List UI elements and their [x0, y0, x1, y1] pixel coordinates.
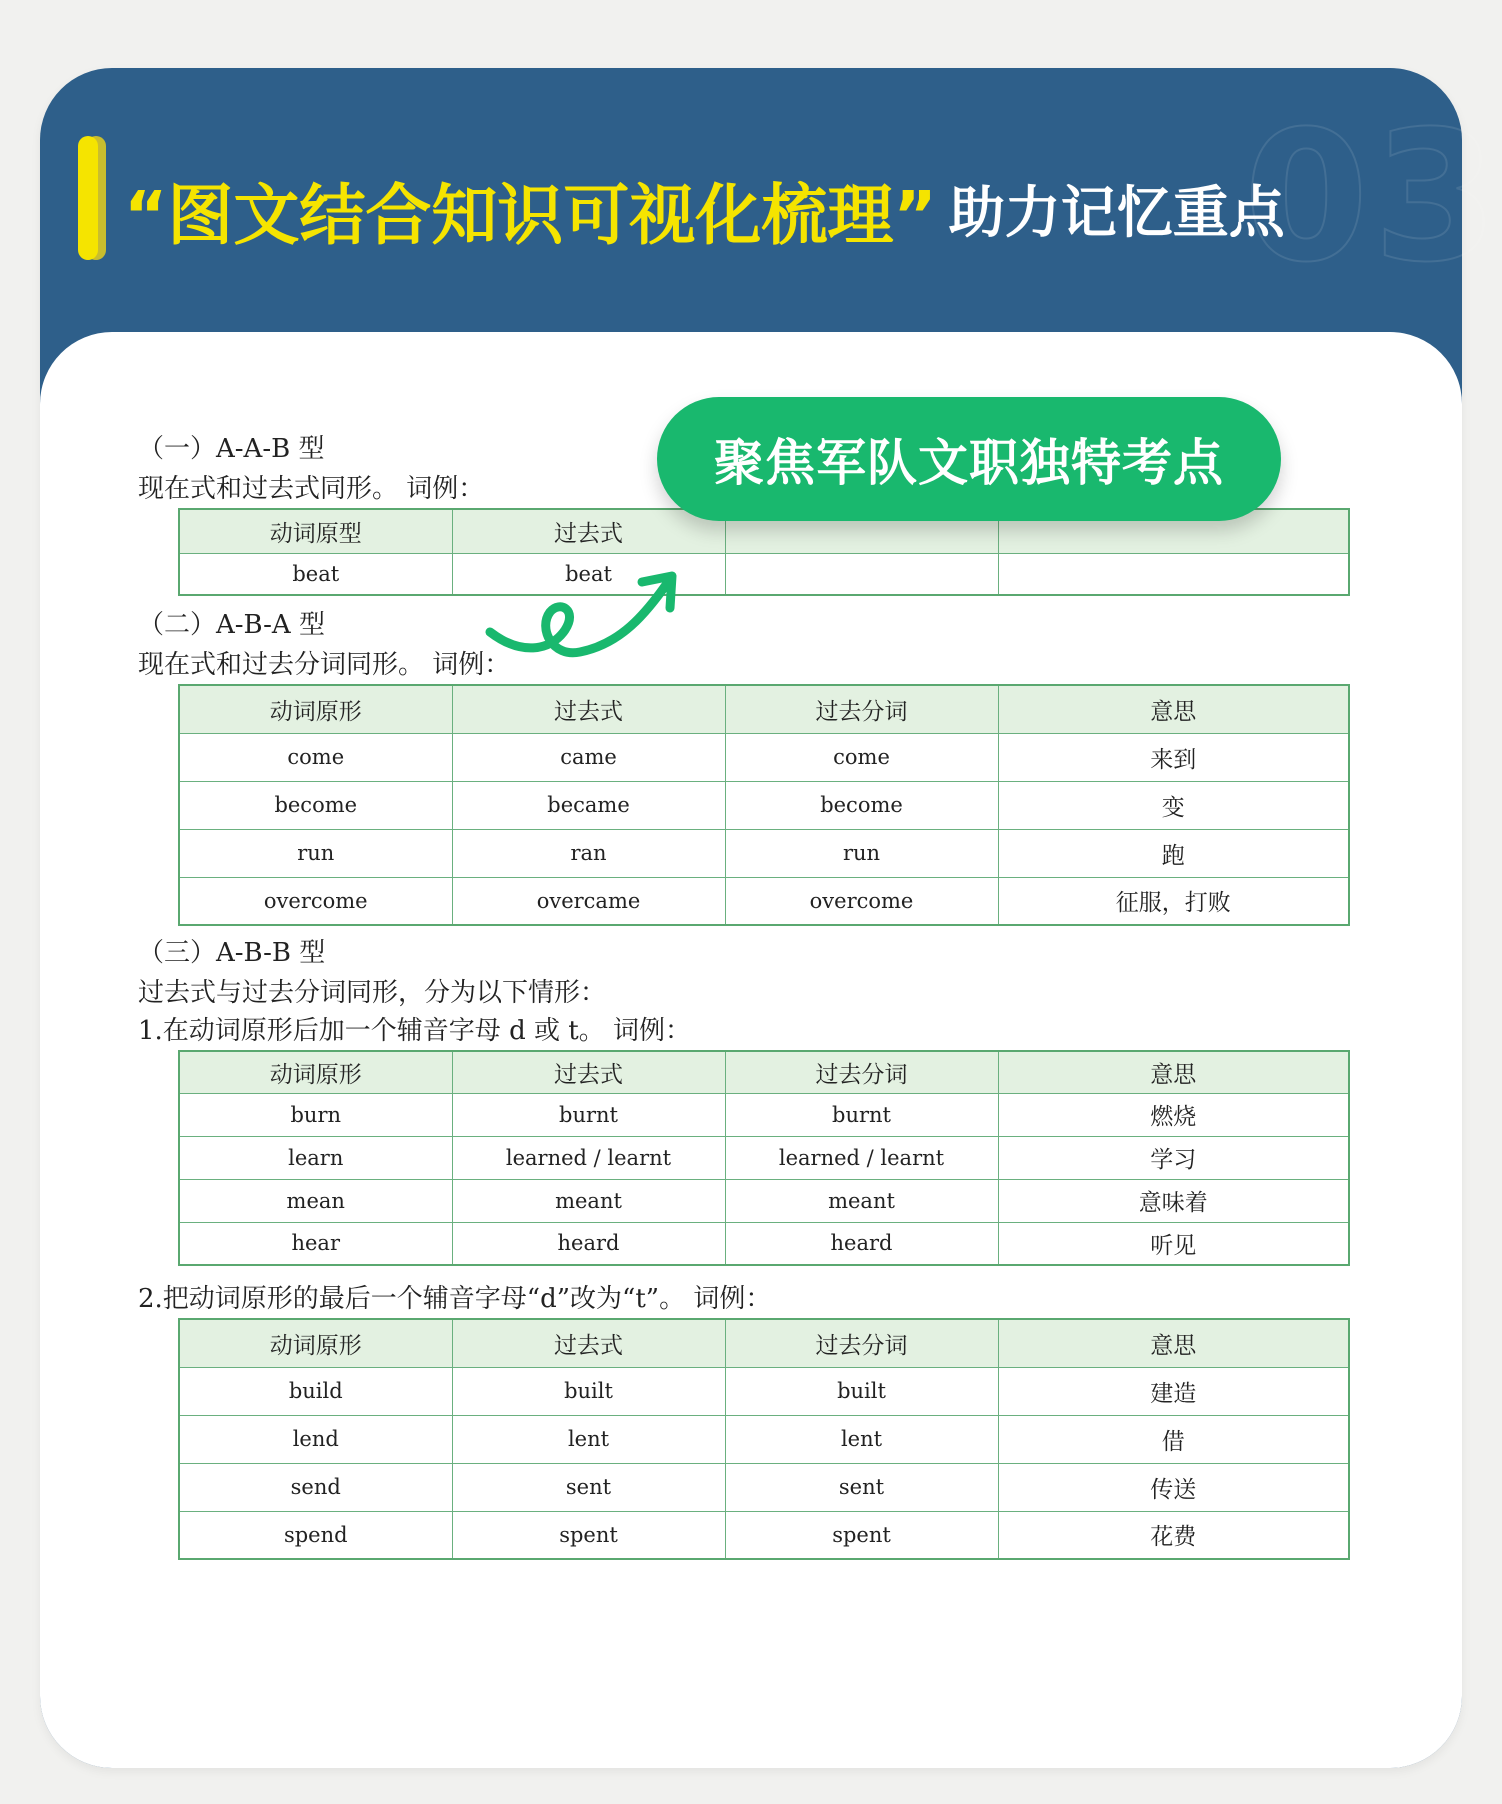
cell: meant	[452, 1179, 725, 1222]
table-row	[179, 877, 1349, 925]
cell: hear	[179, 1222, 452, 1265]
col-header: 过去式	[452, 1051, 725, 1093]
cell: mean	[179, 1179, 452, 1222]
col-header: 动词原形	[179, 1319, 452, 1367]
cell: overcome	[179, 877, 452, 925]
cell: 燃烧	[998, 1093, 1349, 1136]
col-header: 过去分词	[725, 685, 998, 733]
header-card	[40, 68, 1502, 1768]
section-1-heading: （一）A-A-B 型	[138, 434, 325, 464]
col-header: 过去分词	[725, 1051, 998, 1093]
cell: built	[725, 1367, 998, 1415]
cell: 学习	[998, 1136, 1349, 1179]
cell: 借	[998, 1415, 1349, 1463]
cell: heard	[725, 1222, 998, 1265]
section-3-heading: （三）A-B-B 型	[138, 938, 326, 968]
cell: learned / learnt	[725, 1136, 998, 1179]
col-header: 意思	[998, 1051, 1349, 1093]
cell: lent	[725, 1415, 998, 1463]
cell: burnt	[725, 1093, 998, 1136]
table-row	[179, 1511, 1349, 1559]
cell: build	[179, 1367, 452, 1415]
cell: sent	[452, 1463, 725, 1511]
cell: 意味着	[998, 1179, 1349, 1222]
col-header: 过去式	[452, 1319, 725, 1367]
cell: ran	[452, 829, 725, 877]
table-row	[179, 733, 1349, 781]
table-header-row	[179, 1051, 1349, 1093]
cell: 征服，打败	[998, 877, 1349, 925]
cell: 听见	[998, 1222, 1349, 1265]
cell: send	[179, 1463, 452, 1511]
cell: 花费	[998, 1511, 1349, 1559]
table-row	[179, 1367, 1349, 1415]
cell: run	[179, 829, 452, 877]
col-header: 过去式	[452, 509, 725, 553]
table-row	[179, 1222, 1349, 1265]
cell: meant	[725, 1179, 998, 1222]
cell: became	[452, 781, 725, 829]
cell: 跑	[998, 829, 1349, 877]
col-header: 过去分词	[725, 1319, 998, 1367]
section-3-sub-1: 1.在动词原形后加一个辅音字母 d 或 t。 词例：	[138, 1016, 691, 1046]
cell: come	[725, 733, 998, 781]
table-row	[179, 1093, 1349, 1136]
callout-pill: 聚焦军队文职独特考点	[657, 397, 1281, 521]
table-row	[179, 1179, 1349, 1222]
cell: 变	[998, 781, 1349, 829]
cell: heard	[452, 1222, 725, 1265]
cell: 传送	[998, 1463, 1349, 1511]
cell: become	[179, 781, 452, 829]
table-abb-2	[178, 1318, 1350, 1560]
cell: lent	[452, 1415, 725, 1463]
cell: lend	[179, 1415, 452, 1463]
cell: come	[179, 733, 452, 781]
content-panel	[40, 332, 1462, 1768]
title-highlight: “图文结合知识可视化梳理”	[124, 176, 937, 254]
cell: beat	[452, 553, 725, 595]
cell: learn	[179, 1136, 452, 1179]
table-row	[179, 1415, 1349, 1463]
table-header-row	[179, 1319, 1349, 1367]
title-rest: 助力记忆重点	[948, 181, 1285, 246]
section-3-desc: 过去式与过去分词同形，分为以下情形：	[138, 978, 607, 1008]
cell: overcame	[452, 877, 725, 925]
col-header: 意思	[998, 1319, 1349, 1367]
col-header: 动词原形	[179, 685, 452, 733]
cell: spend	[179, 1511, 452, 1559]
cell: 来到	[998, 733, 1349, 781]
cell: spent	[452, 1511, 725, 1559]
cell: burn	[179, 1093, 452, 1136]
cell: came	[452, 733, 725, 781]
table-row	[179, 553, 1349, 595]
cell: built	[452, 1367, 725, 1415]
cell: burnt	[452, 1093, 725, 1136]
table-abb-1	[178, 1050, 1350, 1266]
table-row	[179, 1136, 1349, 1179]
section-1-desc: 现在式和过去式同形。 词例：	[138, 474, 485, 504]
section-2-heading: （二）A-B-A 型	[138, 610, 325, 640]
cell: sent	[725, 1463, 998, 1511]
page-title	[124, 164, 1285, 254]
cell	[998, 553, 1349, 595]
section-2-desc: 现在式和过去分词同形。 词例：	[138, 650, 511, 680]
section-3-sub-2: 2.把动词原形的最后一个辅音字母“d”改为“t”。 词例：	[138, 1284, 772, 1314]
curly-arrow-icon	[480, 560, 700, 690]
cell: spent	[725, 1511, 998, 1559]
cell: run	[725, 829, 998, 877]
table-row	[179, 829, 1349, 877]
title-accent-bar	[78, 136, 98, 260]
table-aba	[178, 684, 1350, 926]
table-aab	[178, 508, 1350, 596]
background-number: 03	[1243, 93, 1502, 302]
col-header: 意思	[998, 685, 1349, 733]
cell: become	[725, 781, 998, 829]
cell: learned / learnt	[452, 1136, 725, 1179]
cell	[725, 553, 998, 595]
table-row	[179, 1463, 1349, 1511]
col-header: 动词原型	[179, 509, 452, 553]
col-header: 过去式	[452, 685, 725, 733]
table-row	[179, 781, 1349, 829]
table-header-row	[179, 685, 1349, 733]
cell: overcome	[725, 877, 998, 925]
cell: 建造	[998, 1367, 1349, 1415]
col-header: 动词原形	[179, 1051, 452, 1093]
cell: beat	[179, 553, 452, 595]
